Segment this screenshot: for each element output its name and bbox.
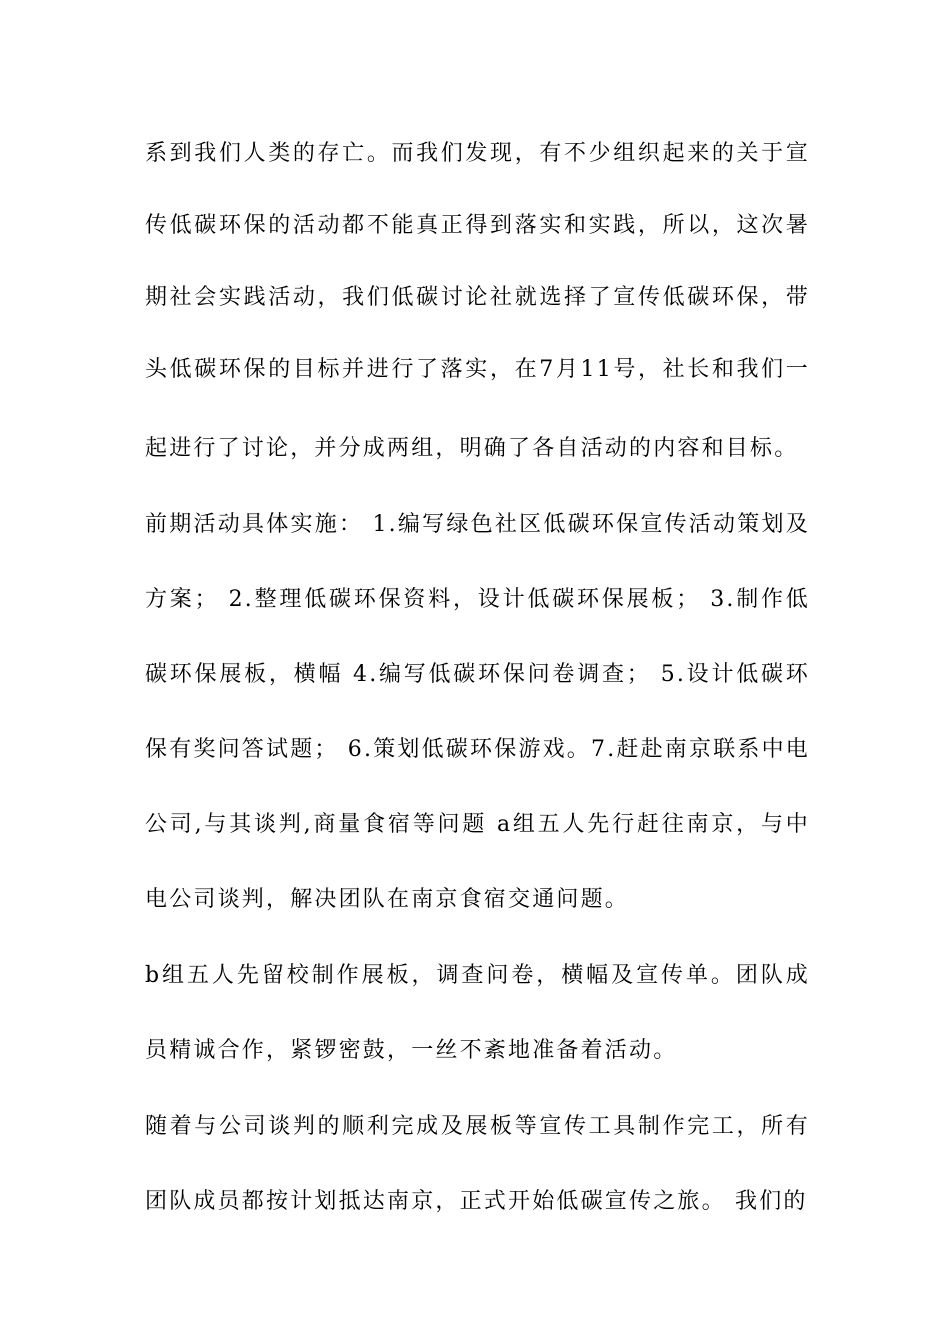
text-line-11: 电公司谈判，解决团队在南京食宿交通问题。	[145, 887, 630, 912]
text-line-1: 系到我们人类的存亡。而我们发现，有不少组织起来的关于宣	[145, 141, 810, 166]
text-line-10: 公司,与其谈判,商量食宿等问题 a组五人先行赶往南京，与中	[145, 812, 810, 837]
text-line-14: 随着与公司谈判的顺利完成及展板等宣传工具制作完工，所有	[145, 1114, 810, 1139]
text-line-9: 保有奖问答试题； 6.策划低碳环保游戏。7.赶赴南京联系中电	[145, 737, 810, 762]
text-line-15: 团队成员都按计划抵达南京，正式开始低碳宣传之旅。 我们的	[145, 1189, 808, 1214]
text-line-7: 方案； 2.整理低碳环保资料，设计低碳环保展板； 3.制作低	[145, 587, 810, 612]
text-line-3: 期社会实践活动，我们低碳讨论社就选择了宣传低碳环保，带	[145, 285, 810, 310]
text-line-12: b组五人先留校制作展板，调查问卷，横幅及宣传单。团队成	[145, 963, 810, 988]
text-line-8: 碳环保展板，横幅 4.编写低碳环保问卷调查； 5.设计低碳环	[145, 662, 810, 687]
text-line-2: 传低碳环保的活动都不能真正得到落实和实践，所以，这次暑	[145, 213, 810, 238]
text-line-4: 头低碳环保的目标并进行了落实，在7月11号，社长和我们一	[145, 357, 810, 382]
text-line-13: 员精诚合作，紧锣密鼓，一丝不紊地准备着活动。	[145, 1038, 678, 1063]
text-line-6: 前期活动具体实施： 1.编写绿色社区低碳环保宣传活动策划及	[145, 512, 810, 537]
text-line-5: 起进行了讨论，并分成两组，明确了各自活动的内容和目标。	[145, 436, 799, 461]
